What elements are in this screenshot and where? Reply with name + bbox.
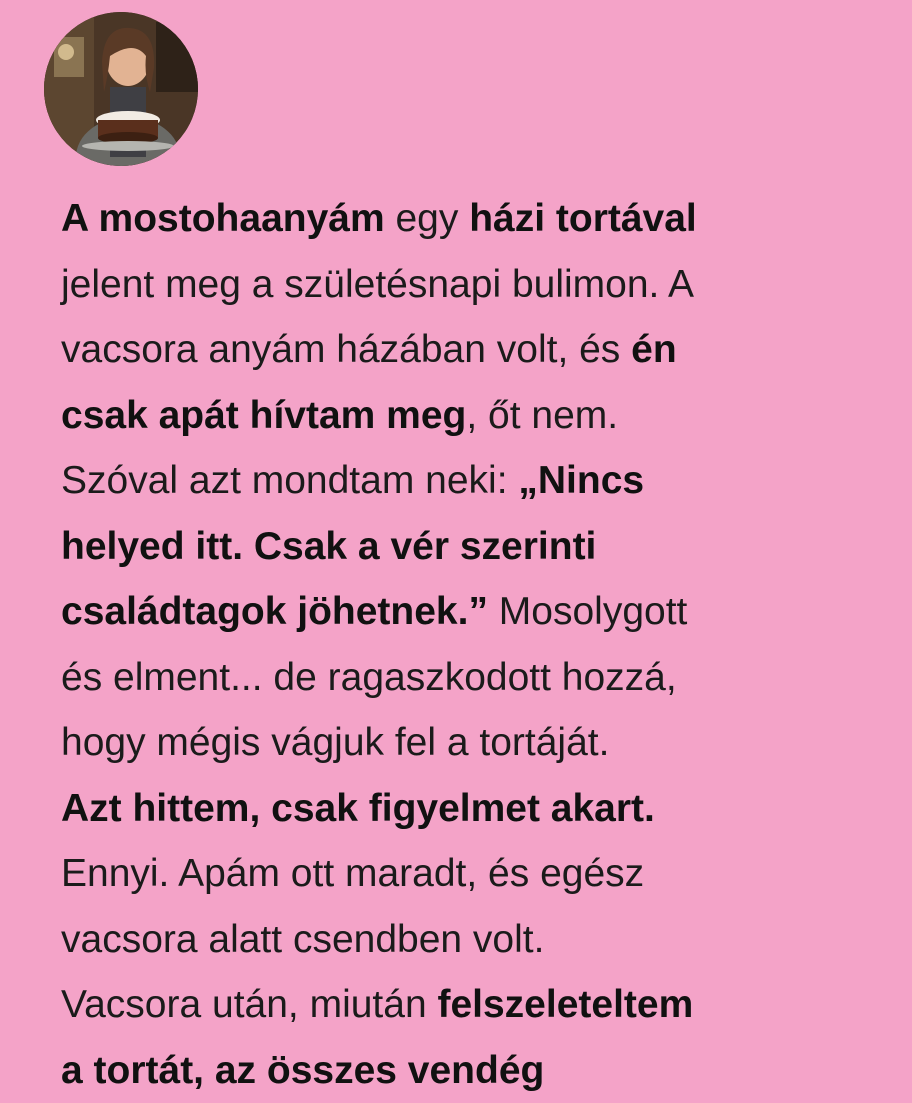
emphasized-text: én [631, 328, 677, 371]
story-line [61, 383, 891, 449]
story-line [61, 710, 891, 776]
profile-photo-icon [44, 12, 198, 166]
story-line [61, 448, 891, 514]
story-line [61, 579, 891, 645]
story-text-segment: egy [385, 197, 470, 240]
story-line [61, 972, 891, 1038]
story-text-segment: hogy mégis vágjuk fel a tortáját. [61, 721, 609, 764]
emphasized-text: házi tortával [469, 197, 697, 240]
emphasized-text: a tortát, az összes vendég [61, 1049, 544, 1092]
story-text-segment: Mosolygott [488, 590, 687, 633]
emphasized-text: csak apát hívtam meg [61, 394, 466, 437]
story-line [61, 186, 891, 252]
story-text-segment: , őt nem. [466, 394, 618, 437]
story-line [61, 1038, 891, 1103]
emphasized-text: A mostohaanyám [61, 197, 385, 240]
story-line [61, 317, 891, 383]
story-text-segment: vacsora anyám házában volt, és [61, 328, 631, 371]
story-text-segment: és elment... de ragaszkodott hozzá, [61, 656, 677, 699]
story-text-segment: Ennyi. Apám ott maradt, és egész [61, 852, 644, 895]
story-line [61, 645, 891, 711]
story-line [61, 841, 891, 907]
story-line [61, 907, 891, 973]
emphasized-text: felszeleteltem [437, 983, 693, 1026]
story-line [61, 252, 891, 318]
story-line [61, 514, 891, 580]
story-line [61, 776, 891, 842]
story-text [61, 186, 891, 1103]
story-text-segment: Vacsora után, miután [61, 983, 437, 1026]
emphasized-text: családtagok jöhetnek.” [61, 590, 488, 633]
story-text-segment: Szóval azt mondtam neki: [61, 459, 518, 502]
emphasized-text: helyed itt. Csak a vér szerinti [61, 525, 596, 568]
emphasized-text: „Nincs [518, 459, 644, 502]
story-text-segment: jelent meg a születésnapi bulimon. A [61, 263, 694, 306]
story-text-segment: vacsora alatt csendben volt. [61, 918, 544, 961]
emphasized-text: Azt hittem, csak figyelmet akart. [61, 787, 655, 830]
avatar [44, 12, 198, 166]
